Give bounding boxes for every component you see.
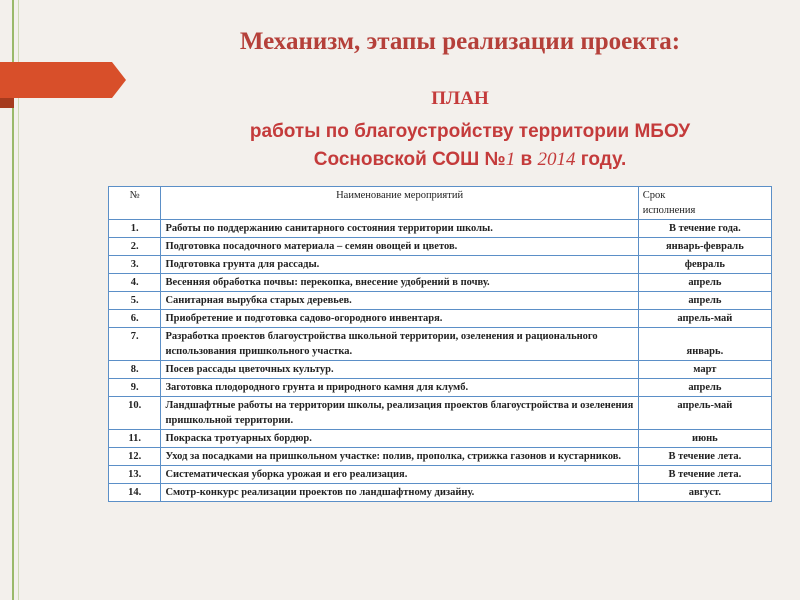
row-name: Разработка проектов благоустройства школьной территории, озеленения и рационального использования пришкольного участка. <box>161 328 638 361</box>
table-row <box>109 484 772 502</box>
plan-label: ПЛАН <box>431 88 489 109</box>
table-row <box>109 448 772 466</box>
subtitle-line2-f: . <box>620 149 627 170</box>
table-row <box>109 292 772 310</box>
subtitle-line2-b: 1 <box>505 149 516 170</box>
decor-banner-arrow <box>112 62 126 98</box>
row-name: Систематическая уборка урожая и его реализация. <box>161 466 638 484</box>
row-num: 14. <box>109 484 161 502</box>
table-row <box>109 274 772 292</box>
row-num: 4. <box>109 274 161 292</box>
row-term: январь-февраль <box>638 238 771 256</box>
row-term: апрель <box>638 292 771 310</box>
table-row <box>109 397 772 430</box>
row-name: Уход за посадками на пришкольном участке: полив, прополка, стрижка газонов и кустарников. <box>161 448 638 466</box>
row-term: апрель <box>638 274 771 292</box>
row-term: В течение лета. <box>638 466 771 484</box>
plan-subtitle <box>170 118 770 174</box>
row-term: апрель <box>638 379 771 397</box>
row-num: 3. <box>109 256 161 274</box>
row-term: июнь <box>638 430 771 448</box>
row-term: В течение лета. <box>638 448 771 466</box>
row-name: Весенняя обработка почвы: перекопка, внесение удобрений в почву. <box>161 274 638 292</box>
row-term: март <box>638 361 771 379</box>
row-num: 2. <box>109 238 161 256</box>
decor-banner <box>0 62 112 98</box>
row-name: Смотр-конкурс реализации проектов по ландшафтному дизайну. <box>161 484 638 502</box>
row-name: Работы по поддержанию санитарного состояния территории школы. <box>161 220 638 238</box>
page-title: Механизм, этапы реализации проекта: <box>239 28 681 55</box>
table-header-row <box>109 187 772 220</box>
subtitle-line2-a: Сосновской СОШ № <box>313 149 506 170</box>
table-row <box>109 328 772 361</box>
row-num: 1. <box>109 220 161 238</box>
row-name: Ландшафтные работы на территории школы, реализация проектов благоустройства и озеленения пришкольной территории. <box>161 397 638 430</box>
row-term: апрель-май <box>638 397 771 430</box>
table-row <box>109 310 772 328</box>
row-num: 13. <box>109 466 161 484</box>
row-num: 8. <box>109 361 161 379</box>
row-num: 9. <box>109 379 161 397</box>
row-name: Приобретение и подготовка садово-огородного инвентаря. <box>161 310 638 328</box>
row-num: 5. <box>109 292 161 310</box>
row-term: август. <box>638 484 771 502</box>
header-term <box>638 187 771 220</box>
subtitle-line1: работы по благоустройству территории МБОУ <box>249 121 691 142</box>
table-row <box>109 379 772 397</box>
row-name: Посев рассады цветочных культур. <box>161 361 638 379</box>
table-row <box>109 361 772 379</box>
subtitle-line2-e: году <box>575 149 621 170</box>
table-row <box>109 430 772 448</box>
row-num: 12. <box>109 448 161 466</box>
row-num: 10. <box>109 397 161 430</box>
header-num: № <box>109 187 161 220</box>
subtitle-line2-c: в <box>515 149 538 170</box>
plan-table <box>108 186 772 502</box>
table-row <box>109 238 772 256</box>
header-term-line2: исполнения <box>642 205 696 216</box>
row-name: Подготовка посадочного материала – семян овощей и цветов. <box>161 238 638 256</box>
table-row <box>109 256 772 274</box>
row-num: 11. <box>109 430 161 448</box>
row-num: 6. <box>109 310 161 328</box>
row-name: Заготовка плодородного грунта и природного камня для клумб. <box>161 379 638 397</box>
table-row <box>109 466 772 484</box>
decor-banner-shadow <box>0 98 14 108</box>
header-name: Наименование мероприятий <box>161 187 638 220</box>
header-term-line1: Срок <box>642 190 666 201</box>
row-term: февраль <box>638 256 771 274</box>
row-name: Покраска тротуарных бордюр. <box>161 430 638 448</box>
row-name: Подготовка грунта для рассады. <box>161 256 638 274</box>
row-term: апрель-май <box>638 310 771 328</box>
row-term: В течение года. <box>638 220 771 238</box>
subtitle-line2-d: 2014 <box>537 149 576 170</box>
row-name: Санитарная вырубка старых деревьев. <box>161 292 638 310</box>
row-num: 7. <box>109 328 161 361</box>
row-term: январь. <box>638 328 771 361</box>
table-row <box>109 220 772 238</box>
